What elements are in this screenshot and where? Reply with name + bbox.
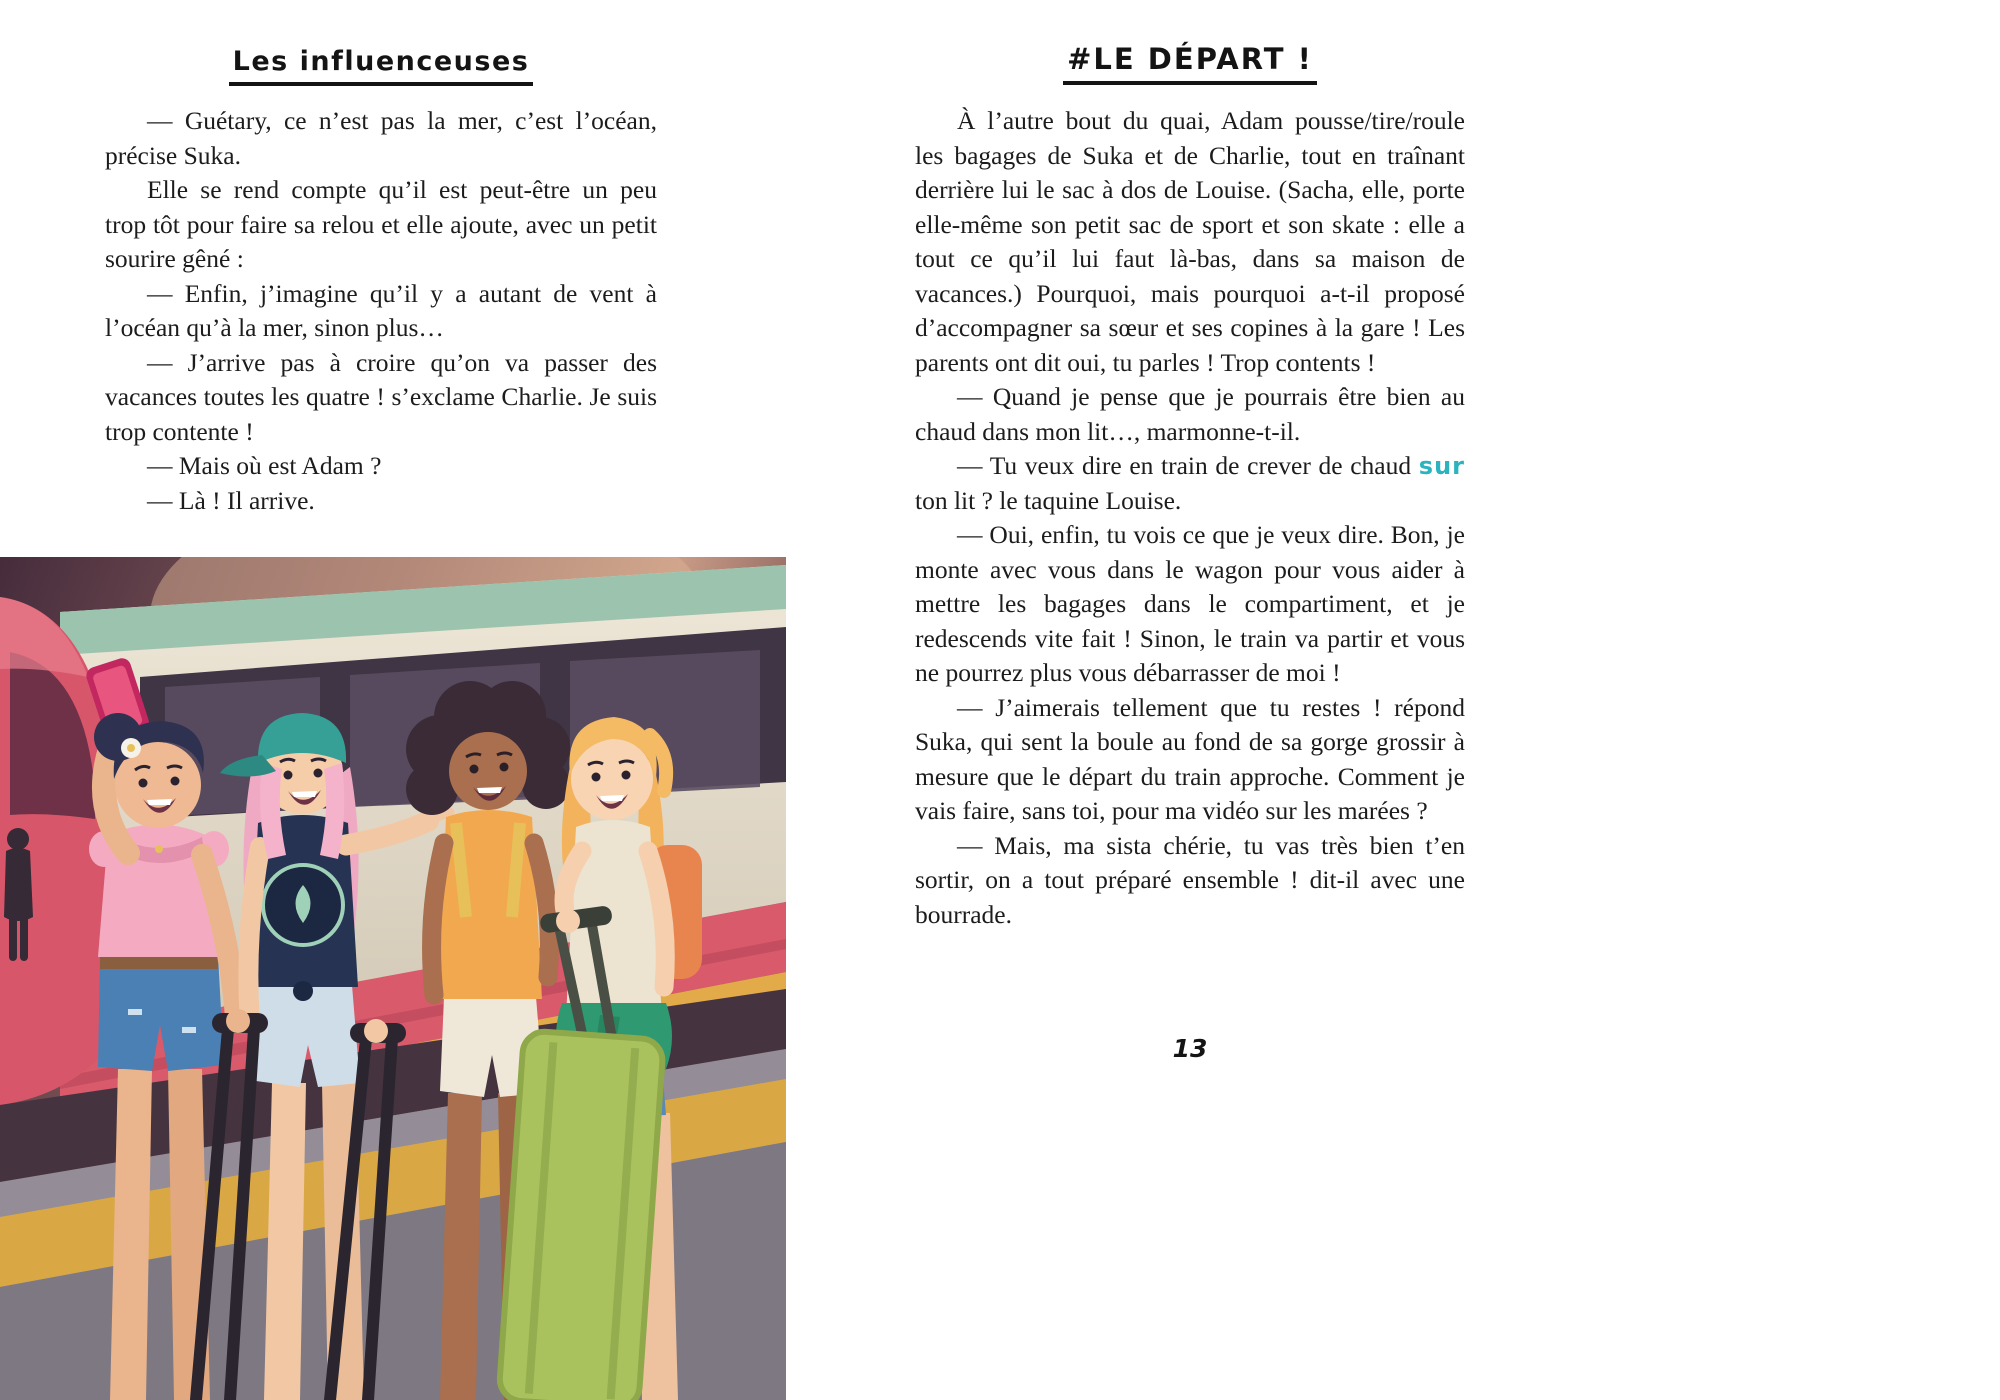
paragraph: — J’aimerais tellement que tu restes ! répond Suka, qui sent la boule au fond de sa gorge grossir à mesure que le départ du train approche. Comment je vais faire, sans toi, pour ma vidéo sur les marées ? [915, 692, 1465, 825]
left-page-header-wrap [105, 46, 657, 86]
paragraph: — Guétary, ce n’est pas la mer, c’est l’océan, précise Suka. [105, 106, 657, 170]
right-page-text [915, 104, 1465, 932]
left-page-text [105, 104, 657, 518]
paragraph: Elle se rend compte qu’il est peut-être un peu trop tôt pour faire sa relou et elle ajoute, avec un petit sourire gêné : [105, 175, 657, 273]
paragraph: — Oui, enfin, tu vois ce que je veux dire. Bon, je monte avec vous dans le wagon pour vous aider à mettre les bagages dans le compartiment, et je redescends vite fait ! Sinon, le train va partir et vous ne pourrez plus vous débarrasser de moi ! [915, 520, 1465, 687]
paragraph: — Là ! Il arrive. [147, 485, 315, 515]
right-page-header: #LE DÉPART ! [1063, 42, 1317, 85]
paragraph: — Mais où est Adam ? [147, 451, 382, 480]
paragraph: — Quand je pense que je pourrais être bien au chaud dans mon lit…, marmonne-t-il. [915, 382, 1465, 446]
paragraph: — J’arrive pas à croire qu’on va passer des vacances toutes les quatre ! s’exclame Charlie. Je suis trop contente ! [105, 347, 657, 446]
paragraph: — Enfin, j’imagine qu’il y a autant de vent à l’océan qu’à la mer, sinon plus… [105, 278, 657, 342]
taquine-before: — Tu veux dire en train de crever de chaud [957, 451, 1419, 480]
page-number: 13 [1172, 1034, 1208, 1063]
illustration-svg [0, 557, 786, 1400]
paragraph-taquine [915, 449, 1465, 518]
right-page-header-wrap [915, 42, 1465, 85]
taquine-after: ton lit ? le taquine Louise. [915, 485, 1182, 515]
illustration-four-girls-train-station [0, 557, 786, 1400]
taquine-highlight-word: sur [1418, 452, 1465, 480]
left-page-header: Les influenceuses [229, 46, 534, 86]
paragraph: — Mais, ma sista chérie, tu vas très bien t’en sortir, on a tout préparé ensemble ! dit-il avec une bourrade. [915, 830, 1465, 929]
paragraph: À l’autre bout du quai, Adam pousse/tire/roule les bagages de Suka et de Charlie, tout en traînant derrière lui le sac à dos de Louise. (Sacha, elle, porte elle-même son petit sac de sport et son skate : elle a tout ce qu’il lui faut là-bas, dans sa maison de vacances.) Pourquoi, mais pourquoi a-t-il proposé d’accompagner sa sœur et ses copines à la gare ! Les parents ont dit oui, tu parles ! Trop contents ! [915, 106, 1465, 377]
